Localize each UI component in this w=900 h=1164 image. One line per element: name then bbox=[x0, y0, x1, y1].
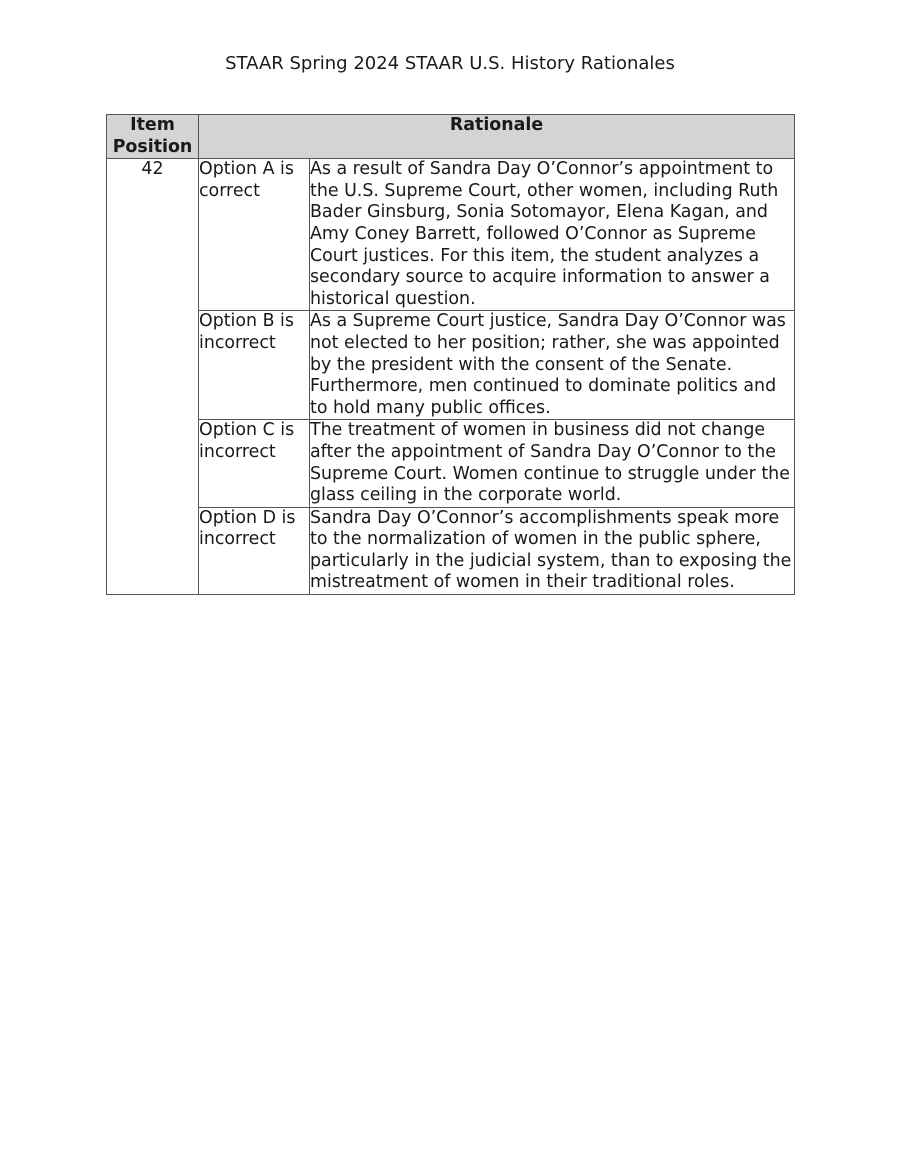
rationale-text: Sandra Day O’Connor’s accomplishments speak more to the normalization of women in the public sphere, particularly in the judicial system, than to exposing the mistreatment of women in their traditional roles. bbox=[310, 507, 795, 594]
header-item-position: Item Position bbox=[107, 115, 199, 159]
rationale-text: As a result of Sandra Day O’Connor’s appointment to the U.S. Supreme Court, other women, including Ruth Bader Ginsburg, Sonia Sotomayor, Elena Kagan, and Amy Coney Barrett, followed O’Connor as Supreme Court justices. For this item, the student analyzes a secondary source to acquire information to answer a historical question. bbox=[310, 159, 795, 311]
table-header-row bbox=[107, 115, 795, 159]
table-row bbox=[107, 311, 795, 420]
option-label: Option D is incorrect bbox=[199, 507, 310, 594]
rationale-table bbox=[106, 114, 795, 595]
option-label: Option B is incorrect bbox=[199, 311, 310, 420]
option-label: Option A is correct bbox=[199, 159, 310, 311]
table-row bbox=[107, 159, 795, 311]
table-row bbox=[107, 507, 795, 594]
header-rationale: Rationale bbox=[199, 115, 795, 159]
rationale-text: As a Supreme Court justice, Sandra Day O’Connor was not elected to her position; rather, she was appointed by the president with the consent of the Senate. Furthermore, men continued to dominate politics and to hold many public offices. bbox=[310, 311, 795, 420]
rationale-text: The treatment of women in business did not change after the appointment of Sandra Day O’Connor to the Supreme Court. Women continue to struggle under the glass ceiling in the corporate world. bbox=[310, 420, 795, 507]
item-position-cell: 42 bbox=[107, 159, 199, 595]
table-row bbox=[107, 420, 795, 507]
page-header: STAAR Spring 2024 STAAR U.S. History Rationales bbox=[225, 53, 675, 74]
option-label: Option C is incorrect bbox=[199, 420, 310, 507]
